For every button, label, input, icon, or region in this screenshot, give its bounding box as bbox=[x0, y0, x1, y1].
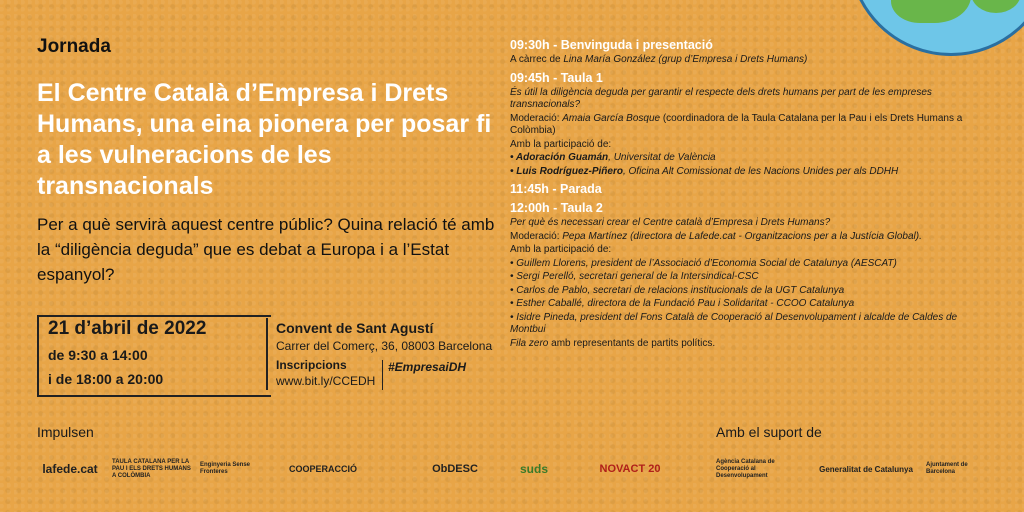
session-line bbox=[510, 54, 995, 67]
session-heading: 12:00h - Taula 2 bbox=[510, 201, 603, 215]
text: Moderació: bbox=[510, 230, 563, 242]
participant-name: • Adoración Guamán bbox=[510, 152, 609, 163]
participant bbox=[510, 166, 995, 179]
logo-novact: NOVACT 20 bbox=[599, 463, 661, 475]
text: (coordinadora de la Taula Catalana per la Pau i els Drets Humans a Colòmbia) bbox=[510, 112, 963, 136]
text: amb representants de partits polítics. bbox=[548, 337, 716, 349]
participant bbox=[510, 152, 995, 165]
hashtag: #EmpresaiDH bbox=[388, 360, 467, 374]
closing-note bbox=[510, 338, 995, 351]
session-heading: 09:45h - Taula 1 bbox=[510, 70, 603, 85]
text: , Universitat de València bbox=[608, 152, 716, 163]
moderator: Pepa Martínez bbox=[562, 230, 628, 242]
logo-taula-catalana: TAULA CATALANA PER LA PAU I ELS DRETS HUMANS A COLÒMBIA bbox=[112, 458, 191, 479]
participation-label: Amb la participació de: bbox=[510, 244, 612, 255]
logo-enginyeria-sense-fronteres: Enginyeria Sense Fronteres bbox=[200, 462, 251, 475]
event-time-evening: i de 18:00 a 20:00 bbox=[48, 371, 164, 387]
venue-name: Convent de Sant Agustí bbox=[276, 320, 434, 336]
participation-label: Amb la participació de: bbox=[510, 138, 612, 150]
moderation bbox=[510, 113, 995, 138]
text: Fila zero bbox=[510, 337, 549, 349]
speaker: Lina María González (grup d’Empresa i Drets Humans) bbox=[563, 54, 808, 65]
logo-cooperaccio: COOPERACCIÓ bbox=[288, 464, 357, 474]
moderation bbox=[510, 231, 995, 244]
logo-lafede: lafede.cat bbox=[42, 462, 98, 476]
logo-suds: suds bbox=[519, 462, 548, 476]
event-type: Jornada bbox=[37, 36, 111, 57]
session-heading: 11:45h - Parada bbox=[510, 182, 602, 196]
participant: • Sergi Perelló, secretari general de la Intersindical-CSC bbox=[510, 271, 759, 282]
event-date: 21 d’abril de 2022 bbox=[48, 318, 207, 339]
participant: • Carlos de Pablo, secretari de relacions institucionals de la UGT Catalunya bbox=[510, 284, 845, 296]
registration-label: Inscripcions bbox=[276, 358, 347, 372]
registration-link[interactable]: www.bit.ly/CCEDH bbox=[276, 374, 376, 388]
event-title: El Centre Català d’Empresa i Drets Humans, una eina pionera per posar fi a les vulneracions de les transnacionals bbox=[37, 79, 492, 200]
text: A càrrec de bbox=[510, 54, 564, 65]
session-question: Per què és necessari crear el Centre català d’Empresa i Drets Humans? bbox=[510, 217, 831, 228]
text: Moderació: bbox=[510, 112, 563, 124]
text: , Oficina Alt Comissionat de les Nacions Unides per als DDHH bbox=[622, 165, 899, 177]
organizers-label: Impulsen bbox=[37, 424, 94, 440]
divider bbox=[266, 318, 268, 390]
logo-acccd: Agència Catalana de Cooperació al Desenvolupament bbox=[716, 458, 775, 479]
session-question: És útil la diligència deguda per garantir el respecte dels drets humans per part de les empreses transnacionals? bbox=[510, 86, 932, 110]
moderator: Amaia García Bosque bbox=[562, 112, 661, 124]
participant-name: • Luis Rodríguez-Piñero bbox=[510, 165, 623, 177]
logo-ajuntament-barcelona: Ajuntament de Barcelona bbox=[926, 462, 968, 475]
event-time-morning: de 9:30 a 14:00 bbox=[48, 347, 148, 363]
event-subtitle: Per a què servirà aquest centre públic? Quina relació té amb la “diligència deguda” que es debat a Europa i a l’Estat espanyol? bbox=[37, 215, 495, 284]
venue-address: Carrer del Comerç, 36, 08003 Barcelona bbox=[276, 339, 493, 353]
logo-generalitat: Generalitat de Catalunya bbox=[819, 464, 913, 474]
program bbox=[510, 38, 995, 351]
text: (directora de Lafede.cat - Organitzacions per a la Justícia Global). bbox=[627, 230, 922, 242]
participant: • Esther Caballé, directora de la Fundació Pau i Solidaritat - CCOO Catalunya bbox=[510, 298, 855, 309]
session-heading: 09:30h - Benvinguda i presentació bbox=[510, 38, 713, 52]
divider bbox=[382, 360, 383, 390]
participant: • Isidre Pineda, president del Fons Català de Cooperació al Desenvolupament i alcalde de Caldes de Montbui bbox=[510, 311, 958, 335]
logo-obdesc: ObDESC bbox=[432, 463, 478, 475]
supporters-label: Amb el suport de bbox=[716, 424, 822, 440]
participant: • Guillem Llorens, president de l’Associació d’Economia Social de Catalunya (AESCAT) bbox=[510, 257, 897, 269]
